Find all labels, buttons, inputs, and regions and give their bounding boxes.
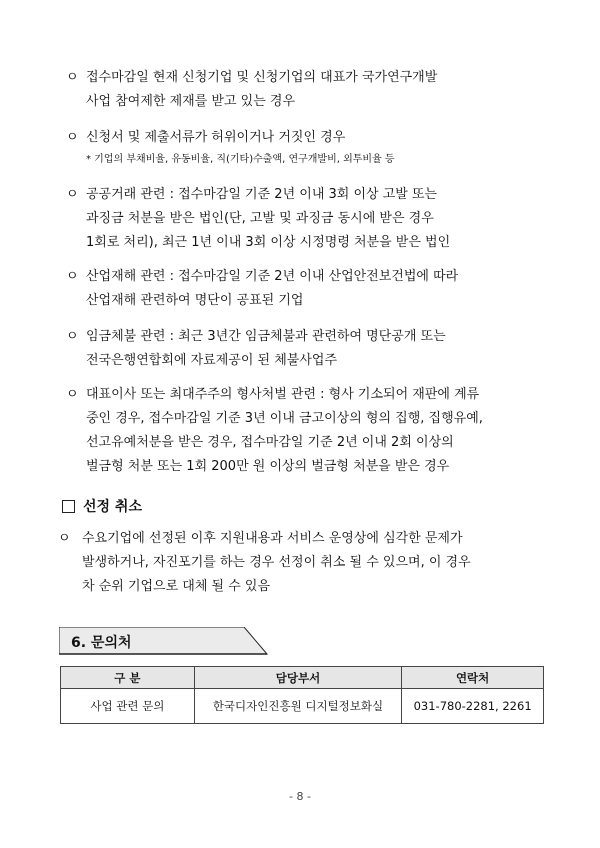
item-line: 중인 경우, 접수마감일 기준 3년 이내 금고이상의 형의 집행, 집행유예, bbox=[86, 411, 483, 426]
item-line: 산업재해 관련 : 접수마감일 기준 2년 이내 산업안전보건법에 따라 bbox=[86, 269, 459, 284]
item-line: 산업재해 관련하여 명단이 공표된 기업 bbox=[86, 293, 304, 308]
bullet-mark: ㅇ bbox=[66, 329, 79, 344]
page-number: - 8 - bbox=[289, 790, 311, 803]
item-line: 수요기업에 선정된 이후 지원내용과 서비스 운영상에 심각한 문제가 bbox=[82, 531, 463, 546]
section-heading-cancellation bbox=[62, 496, 142, 516]
ineligibility-item bbox=[66, 383, 546, 479]
item-line: 사업 참여제한 제재를 받고 있는 경우 bbox=[86, 94, 296, 109]
section-title: 선정 취소 bbox=[83, 499, 142, 515]
ineligibility-item bbox=[66, 325, 546, 373]
table-row bbox=[61, 689, 544, 724]
item-line: 벌금형 처분 또는 1회 200만 원 이상의 벌금형 처분을 받은 경우 bbox=[86, 459, 450, 474]
contact-table bbox=[60, 666, 544, 724]
item-line: 선고유예처분을 받은 경우, 접수마감일 기준 2년 이내 2회 이상의 bbox=[86, 435, 454, 450]
bullet-mark: ㅇ bbox=[66, 130, 79, 145]
column-header: 연락처 bbox=[402, 667, 544, 689]
item-line: 차 순위 기업으로 대체 될 수 있음 bbox=[82, 579, 271, 594]
column-header: 구 분 bbox=[61, 667, 195, 689]
item-line: 1회로 처리), 최근 1년 이내 3회 이상 시정명령 처분을 받은 법인 bbox=[86, 235, 451, 250]
item-line: 발생하거나, 자진포기를 하는 경우 선정이 취소 될 수 있으며, 이 경우 bbox=[82, 555, 471, 570]
ineligibility-item bbox=[66, 265, 546, 313]
table-cell: 한국디자인진흥원 디지털정보화실 bbox=[194, 689, 402, 724]
table-cell: 사업 관련 문의 bbox=[61, 689, 195, 724]
item-line: 공공거래 관련 : 접수마감일 기준 2년 이내 3회 이상 고발 또는 bbox=[86, 187, 438, 202]
section-title: 6. 문의처 bbox=[71, 635, 132, 651]
checkbox-icon bbox=[62, 500, 75, 513]
bullet-mark: ㅇ bbox=[66, 387, 79, 402]
item-line: 접수마감일 현재 신청기업 및 신청기업의 대표가 국가연구개발 bbox=[86, 70, 438, 85]
bullet-mark: ㅇ bbox=[66, 269, 79, 284]
bullet-mark: ㅇ bbox=[66, 187, 79, 202]
table-header-row bbox=[61, 667, 544, 689]
item-note: * 기업의 부채비율, 유동비율, 직(기타)수출액, 연구개발비, 외투비율 등 bbox=[86, 154, 395, 165]
bullet-mark: ㅇ bbox=[58, 531, 71, 546]
ineligibility-item bbox=[66, 126, 546, 168]
section-heading-contact bbox=[59, 627, 269, 655]
table-cell: 031-780-2281, 2261 bbox=[402, 689, 544, 724]
cancellation-item bbox=[58, 527, 548, 599]
ineligibility-item bbox=[66, 66, 546, 114]
item-line: 전국은행연합회에 자료제공이 된 체불사업주 bbox=[86, 353, 337, 368]
item-line: 과징금 처분을 받은 법인(단, 고발 및 과징금 동시에 받은 경우 bbox=[86, 211, 434, 226]
item-line: 임금체불 관련 : 최근 3년간 임금체불과 관련하여 명단공개 또는 bbox=[86, 329, 446, 344]
item-line: 신청서 및 제출서류가 허위이거나 거짓인 경우 bbox=[86, 130, 346, 145]
item-line: 대표이사 또는 최대주주의 형사처벌 관련 : 형사 기소되어 재판에 계류 bbox=[86, 387, 480, 402]
ineligibility-item bbox=[66, 183, 546, 255]
column-header: 담당부서 bbox=[194, 667, 402, 689]
bullet-mark: ㅇ bbox=[66, 70, 79, 85]
